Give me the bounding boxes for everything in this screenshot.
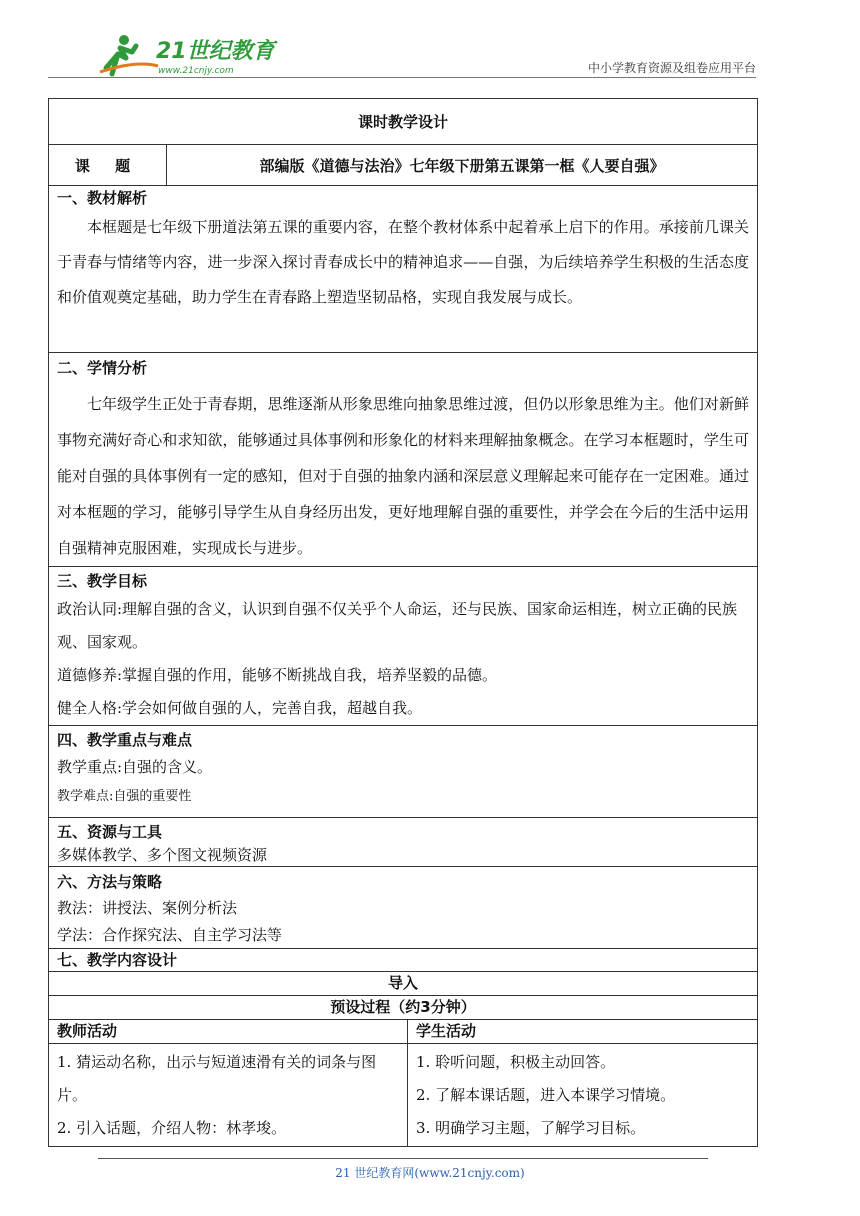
section-title: 四、教学重点与难点 [57,731,193,749]
site-logo[interactable] [96,30,306,78]
section-title: 七、教学内容设计 [57,951,178,969]
lesson-plan-table [48,98,758,1147]
section-content-design [49,949,758,972]
intro-row: 导入 [49,972,758,996]
footer-link[interactable]: 21 世纪教育网(www.21cnjy.com) [335,1166,525,1180]
document-title: 课时教学设计 [49,99,758,145]
key-point-line: 教学重点:自强的含义。 [57,758,213,776]
section-body: 本框题是七年级下册道法第五课的重要内容，在整个教材体系中起着承上启下的作用。承接前几课关于青春与情绪等内容，进一步深入探讨青春成长中的精神追求——自强，为后续培养学生积极的生活态度和价值观奠定基础，助力学生在青春路上塑造坚韧品格，实现自我发展与成长。 [57,218,749,306]
topic-label: 课 题 [49,145,167,186]
section-body: 七年级学生正处于青春期，思维逐渐从形象思维向抽象思维过渡，但仍以形象思维为主。他们对新鲜事物充满好奇心和求知欲，能够通过具体事例和形象化的材料来理解抽象概念。在学习本框题时，学生可能对自强的具体事例有一定的感知，但对于自强的抽象内涵和深层意义理解起来可能存在一定困难。通过对本框题的学习，能够引导学生从自身经历出发，更好地理解自强的重要性，并学会在今后的生活中运用自强精神克服困难，实现成长与进步。 [57,395,749,557]
platform-name: 中小学教育资源及组卷应用平台 [587,61,756,75]
section-title: 二、学情分析 [57,359,148,377]
method-line: 教法：讲授法、案例分析法 [57,899,238,917]
goal-line: 健全人格:学会如何做自强的人，完善自我，超越自我。 [57,699,423,717]
footer-divider [98,1158,708,1159]
method-line: 学法：合作探究法、自主学习法等 [57,926,283,944]
teacher-activity-header: 教师活动 [49,1020,408,1044]
teacher-item: 2. 引入话题，介绍人物：林孝埈。 [57,1119,287,1137]
section-resources [49,818,758,867]
student-item: 3. 明确学习主题，了解学习目标。 [416,1119,646,1137]
process-row: 预设过程（约3分钟） [49,996,758,1020]
section-textbook-analysis [49,186,758,353]
runner-logo-icon [96,30,306,78]
section-title: 五、资源与工具 [57,823,163,841]
section-title: 三、教学目标 [57,572,148,590]
goal-line: 道德修养:掌握自强的作用，能够不断挑战自我，培养坚毅的品德。 [57,666,498,684]
section-title: 一、教材解析 [57,189,148,207]
student-item: 2. 了解本课话题，进入本课学习情境。 [416,1086,676,1104]
topic-value: 部编版《道德与法治》七年级下册第五课第一框《人要自强》 [167,145,758,186]
student-activities [408,1044,758,1147]
student-item: 1. 聆听问题，积极主动回答。 [416,1053,616,1071]
difficulty-line: 教学难点:自强的重要性 [57,789,192,804]
header-divider [48,77,756,78]
section-student-analysis [49,353,758,567]
teacher-item: 1. 猜运动名称，出示与短道速滑有关的词条与图片。 [57,1053,377,1104]
section-teaching-goals [49,567,758,726]
section-methods [49,867,758,949]
logo-text: 21世纪教育 [156,39,275,64]
goal-line: 政治认同:理解自强的含义，认识到自强不仅关乎个人命运，还与民族、国家命运相连，树立正确的民族观、国家观。 [57,600,738,651]
page-header [48,30,756,78]
teacher-activities [49,1044,408,1147]
section-key-points [49,726,758,818]
resources-line: 多媒体教学、多个图文视频资源 [57,846,268,864]
logo-url: www.21cnjy.com [158,66,234,76]
section-title: 六、方法与策略 [57,873,163,891]
student-activity-header: 学生活动 [408,1020,758,1044]
